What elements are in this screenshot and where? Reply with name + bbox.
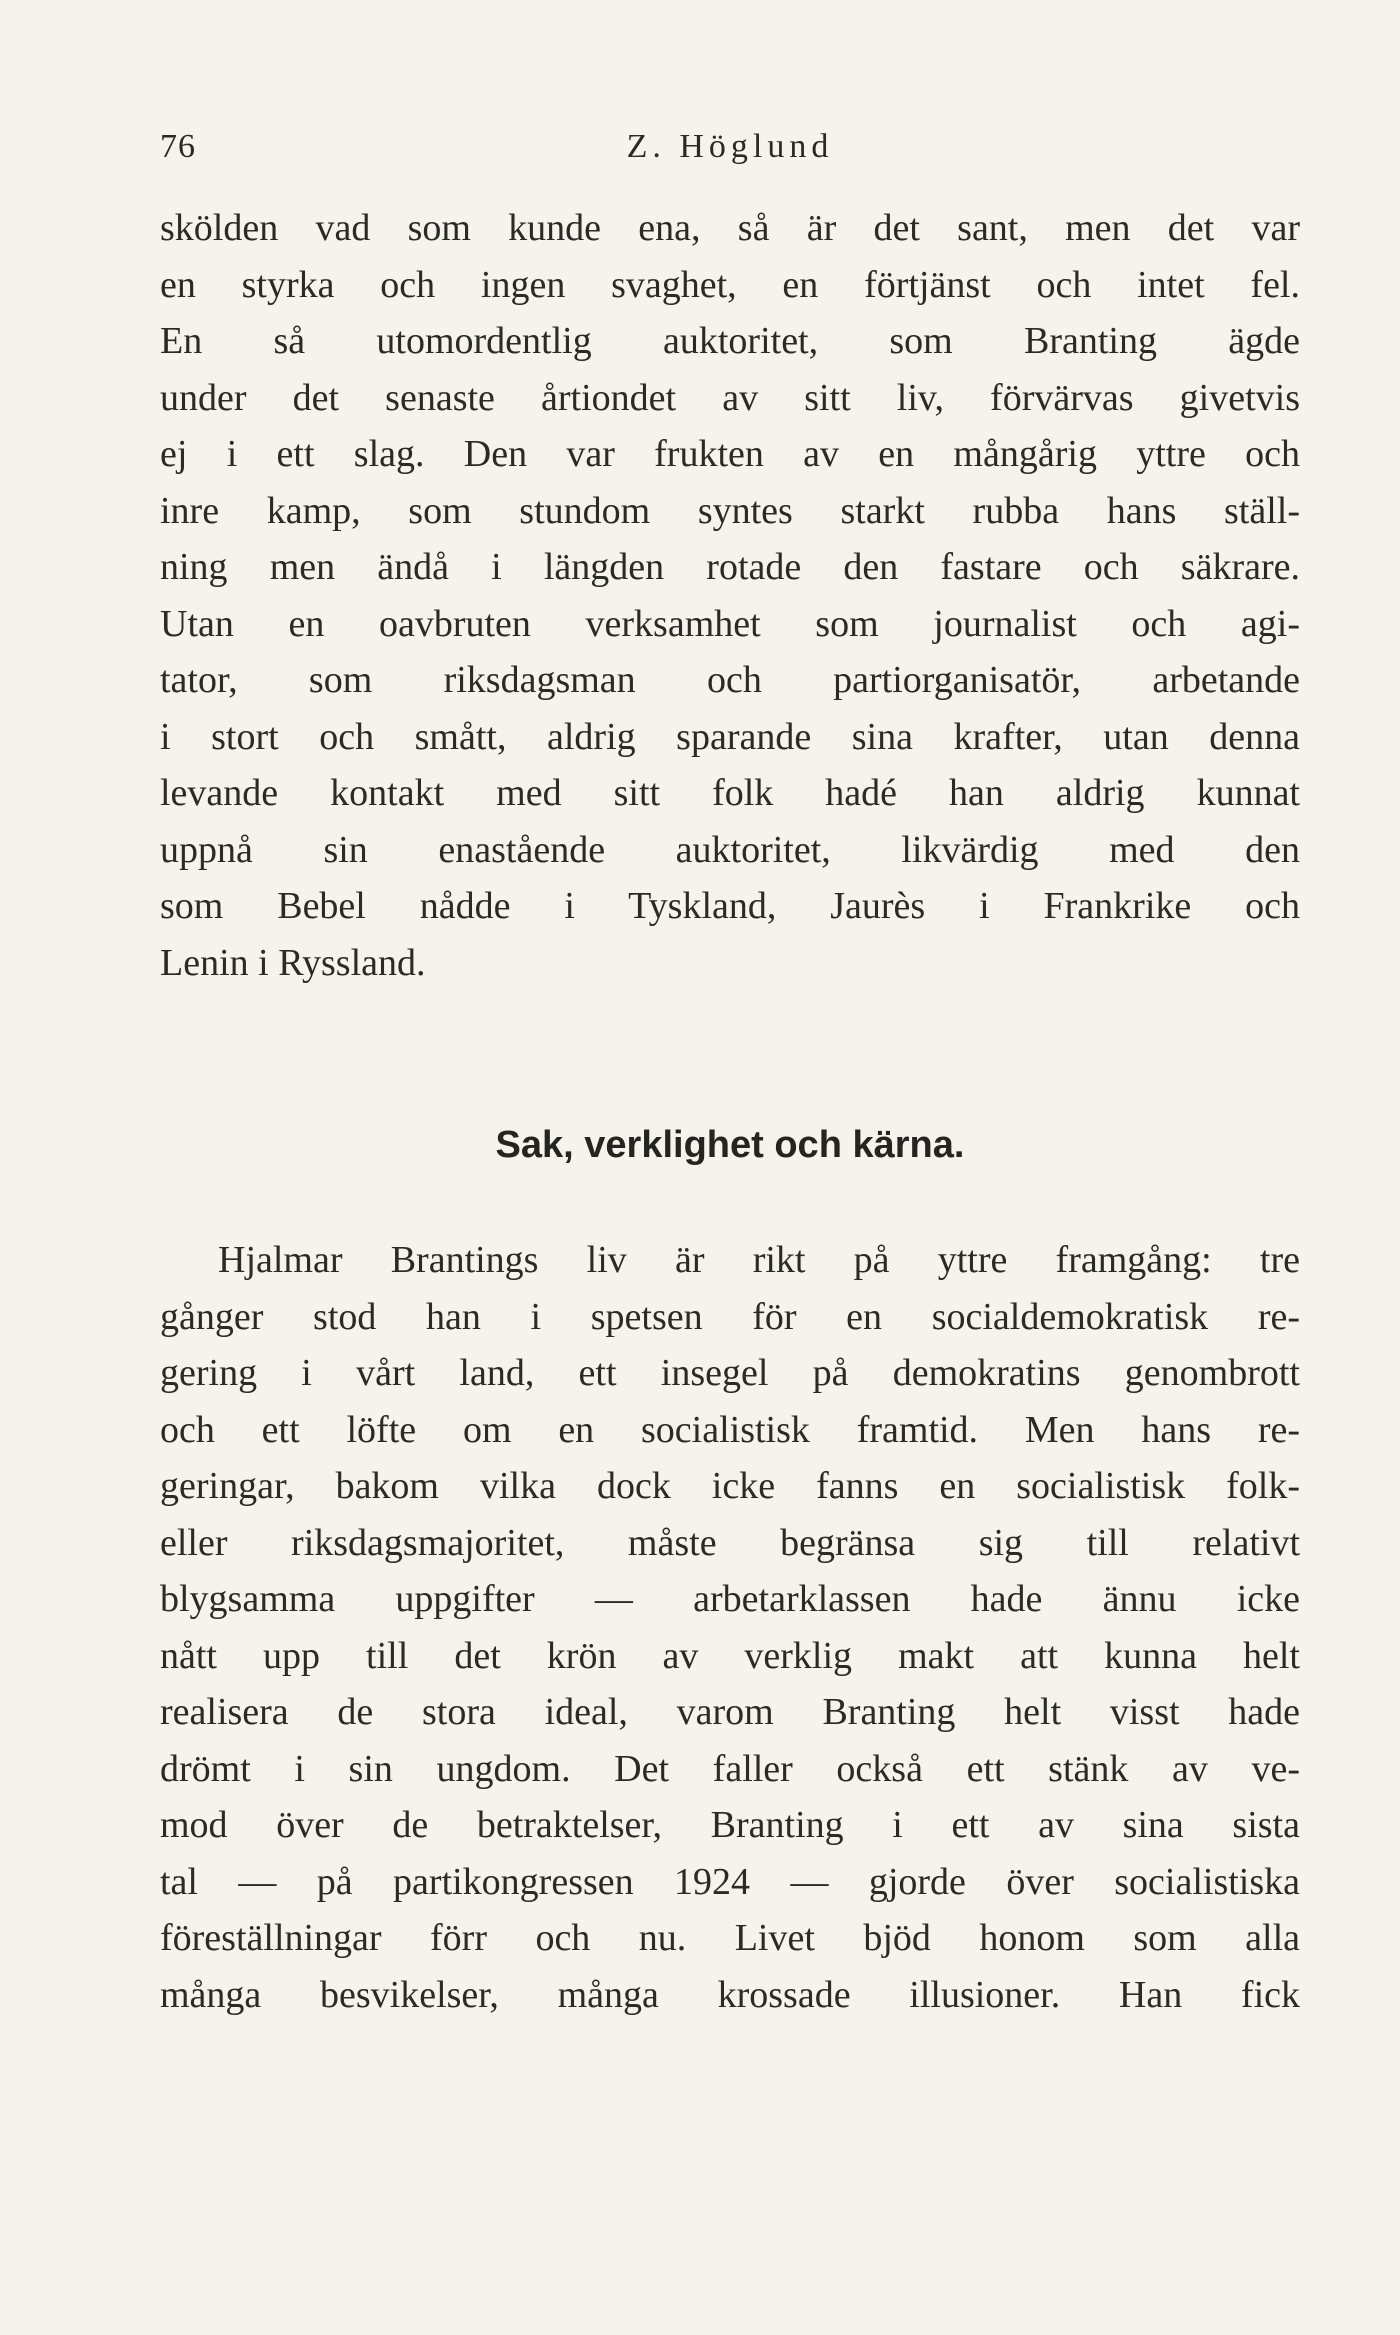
text-line: Hjalmar Brantings liv är rikt på yttre framgång: tre xyxy=(218,1239,1300,1281)
text-line: levande kontakt med sitt folk hadé han aldrig kunnat xyxy=(160,772,1300,814)
text-line: ej i ett slag. Den var frukten av en mångårig yttre och xyxy=(160,433,1300,475)
text-line: skölden vad som kunde ena, så är det sant, men det var xyxy=(160,207,1300,249)
page-header xyxy=(160,128,1300,178)
text-line: Utan en oavbruten verksamhet som journalist och agi- xyxy=(160,602,1300,645)
text-line: geringar, bakom vilka dock icke fanns en socialistisk folk- xyxy=(160,1465,1300,1507)
running-head: Z. Höglund xyxy=(626,128,834,165)
text-line: och ett löfte om en socialistisk framtid. Men hans re- xyxy=(160,1408,1300,1451)
text-line: ning men ändå i längden rotade den fastare och säkrare. xyxy=(160,546,1300,588)
paragraph-1 xyxy=(160,200,1300,991)
text-line: många besvikelser, många krossade illusioner. Han fick xyxy=(160,1973,1300,2016)
text-line: Lenin i Ryssland. xyxy=(160,941,426,984)
text-line: realisera de stora ideal, varom Branting helt visst hade xyxy=(160,1691,1300,1733)
text-line: mod över de betraktelser, Branting i ett av sina sista xyxy=(160,1804,1300,1846)
text-line: under det senaste årtiondet av sitt liv, förvärvas givetvis xyxy=(160,376,1300,419)
page-number: 76 xyxy=(160,128,196,165)
text-line: En så utomordentlig auktoritet, som Branting ägde xyxy=(160,320,1300,362)
text-line: uppnå sin enastående auktoritet, likvärdig med den xyxy=(160,828,1300,871)
text-line: tator, som riksdagsman och partiorganisatör, arbetande xyxy=(160,659,1300,701)
text-line: föreställningar förr och nu. Livet bjöd honom som alla xyxy=(160,1917,1300,1959)
text-line: drömt i sin ungdom. Det faller också ett stänk av ve- xyxy=(160,1747,1300,1790)
paragraph-2 xyxy=(160,1232,1300,2023)
text-line: eller riksdagsmajoritet, måste begränsa sig till relativt xyxy=(160,1521,1300,1564)
text-line: som Bebel nådde i Tyskland, Jaurès i Frankrike och xyxy=(160,885,1300,927)
text-line: nått upp till det krön av verklig makt att kunna helt xyxy=(160,1634,1300,1677)
text-line: en styrka och ingen svaghet, en förtjänst och intet fel. xyxy=(160,263,1300,306)
text-line: blygsamma uppgifter — arbetarklassen hade ännu icke xyxy=(160,1578,1300,1620)
text-line: gering i vårt land, ett insegel på demokratins genombrott xyxy=(160,1352,1300,1394)
text-line: gånger stod han i spetsen för en socialdemokratisk re- xyxy=(160,1295,1300,1338)
text-line: inre kamp, som stundom syntes starkt rubba hans ställ- xyxy=(160,489,1300,532)
text-line: i stort och smått, aldrig sparande sina krafter, utan denna xyxy=(160,715,1300,758)
section-heading: Sak, verklighet och kärna. xyxy=(495,1124,965,1166)
text-line: tal — på partikongressen 1924 — gjorde över socialistiska xyxy=(160,1860,1300,1903)
